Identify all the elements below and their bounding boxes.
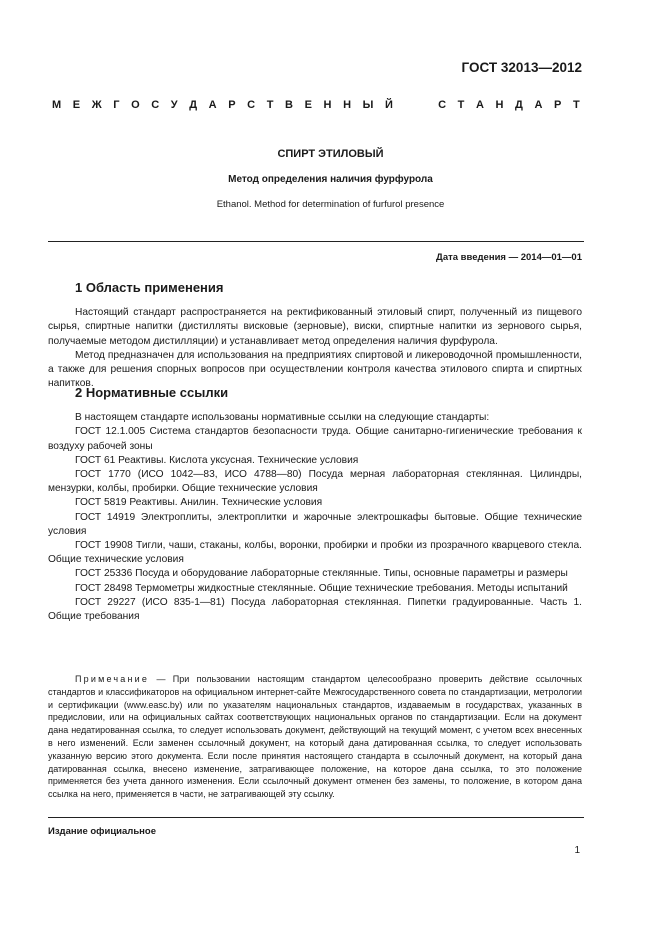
banner-letter: Д <box>189 99 198 111</box>
banner-letter: Т <box>572 99 580 111</box>
page-number: 1 <box>574 845 580 856</box>
banner-letter: А <box>208 99 217 111</box>
note-label: Примечание <box>75 674 150 684</box>
section-scope <box>48 281 582 391</box>
introduction-date: Дата введения — 2014—01—01 <box>436 252 582 263</box>
banner-letter: Т <box>457 99 465 111</box>
banner-letter: Н <box>343 99 352 111</box>
banner-letter: Ы <box>362 99 374 111</box>
document-title: СПИРТ ЭТИЛОВЫЙ <box>277 148 384 160</box>
banner-letter: С <box>438 99 447 111</box>
title-divider <box>48 241 584 242</box>
banner-letter: С <box>247 99 256 111</box>
banner-letter: Е <box>72 99 81 111</box>
banner-letter: Р <box>554 99 562 111</box>
banner-letter: Г <box>113 99 120 111</box>
scope-paragraph: Настоящий стандарт распространяется на ректификованный этиловый спирт, полученный из пищевого сырья, спиртные напитки (дистилляты вискoвые (зерновые), виски, спиртные напитки из зернового сырья, получаемые методом дистилляции) и устанавливает метод определения наличия фурфурола. <box>48 307 582 347</box>
reference-item: ГОСТ 61 Реактивы. Кислота уксусная. Технические условия <box>75 454 359 466</box>
section-references <box>48 386 582 624</box>
banner-letter: Т <box>266 99 274 111</box>
reference-item: ГОСТ 19908 Тигли, чаши, стаканы, колбы, воронки, пробирки и пробки из прозрачного кварцевого стекла. Общие технические условия <box>48 540 582 566</box>
reference-item: ГОСТ 28498 Термометры жидкостные стеклянные. Общие технические требования. Методы испытаний <box>75 582 568 594</box>
document-id: ГОСТ 32013—2012 <box>461 60 582 75</box>
banner-letter: Д <box>515 99 523 111</box>
banner-letter: Ж <box>91 99 102 111</box>
banner-letter: В <box>285 99 293 111</box>
scope-paragraph: Метод предназначен для использования на предприятиях спиртовой и ликероводочной промышленности, а также для решения спорных вопросов при осуществлении контроля качества этилового спирта и спиртных напитков. <box>48 349 582 390</box>
banner-letter: М <box>52 99 62 111</box>
banner-letter: А <box>534 99 543 111</box>
banner-letter: Р <box>228 99 236 111</box>
banner-letter: С <box>151 99 160 111</box>
section-heading-scope: 1 Область применения <box>75 280 224 295</box>
english-title: Ethanol. Method for determination of furfurol presence <box>216 199 445 210</box>
standard-type-banner <box>52 99 580 111</box>
banner-letter: Й <box>384 99 393 111</box>
section-heading-references: 2 Нормативные ссылки <box>75 385 229 400</box>
note <box>48 673 582 801</box>
references-intro: В настоящем стандарте использованы нормативные ссылки на следующие стандарты: <box>75 412 490 424</box>
banner-letter: Е <box>304 99 312 111</box>
reference-item: ГОСТ 1770 (ИСО 1042—83, ИСО 4788—80) Посуда мерная лабораторная стеклянная. Цилиндры, мензурки, колбы, пробирки. Общие технические условия <box>48 469 582 495</box>
official-edition-label: Издание официальное <box>48 826 156 837</box>
footer-divider <box>48 817 584 818</box>
banner-letter: А <box>475 99 484 111</box>
reference-item: ГОСТ 14919 Электроплиты, электроплитки и жарочные электрошкафы бытовые. Общие технические условия <box>48 511 582 537</box>
banner-gap <box>404 99 426 111</box>
reference-item: ГОСТ 25336 Посуда и оборудование лабораторные стеклянные. Типы, основные параметры и размеры <box>75 568 568 580</box>
document-subtitle: Метод определения наличия фурфурола <box>228 174 433 185</box>
note-text: — При пользовании настоящим стандартом целесообразно проверить действие ссылочных стандартов и классификаторов на официальном интернет-сайте Межгосударственного совета по стандартизации, метрологии и сертификации (www.easc.by) или по указателям национальных стандартов, издаваемым в государствах, указанных в предисловии, или на официальных сайтах соответствующих национальных органов по стандартизации. Если на документ дана недатированная ссылка, то следует использовать документ, действующий на текущий момент, с учетом всех внесенных в него изменений. Если заменен ссылочный документ, на который дана датированная ссылка, то следует использовать указанную версию этого документа. Если после принятия настоящего стандарта в ссылочный документ, на который дана датированная ссылка, внесено изменение, затрагивающее положение, на которое дана ссылка, то это положение применяется без учета данного изменения. Если ссылочный документ отменен без замены, то положение, в котором дана ссылка на него, применяется в части, не затрагивающей эту ссылку. <box>48 674 582 800</box>
banner-letter: О <box>131 99 140 111</box>
reference-item: ГОСТ 5819 Реактивы. Анилин. Технические условия <box>75 497 323 509</box>
banner-letter: Н <box>495 99 504 111</box>
reference-item: ГОСТ 29227 (ИСО 835-1—81) Посуда лабораторная стеклянная. Пипетки градуированные. Часть 1. Общие требования <box>48 596 582 623</box>
banner-letter: Н <box>323 99 332 111</box>
banner-letter: У <box>170 99 178 111</box>
reference-item: ГОСТ 12.1.005 Система стандартов безопасности труда. Общие санитарно-гигиенические требования к воздуху рабочей зоны <box>48 426 582 452</box>
